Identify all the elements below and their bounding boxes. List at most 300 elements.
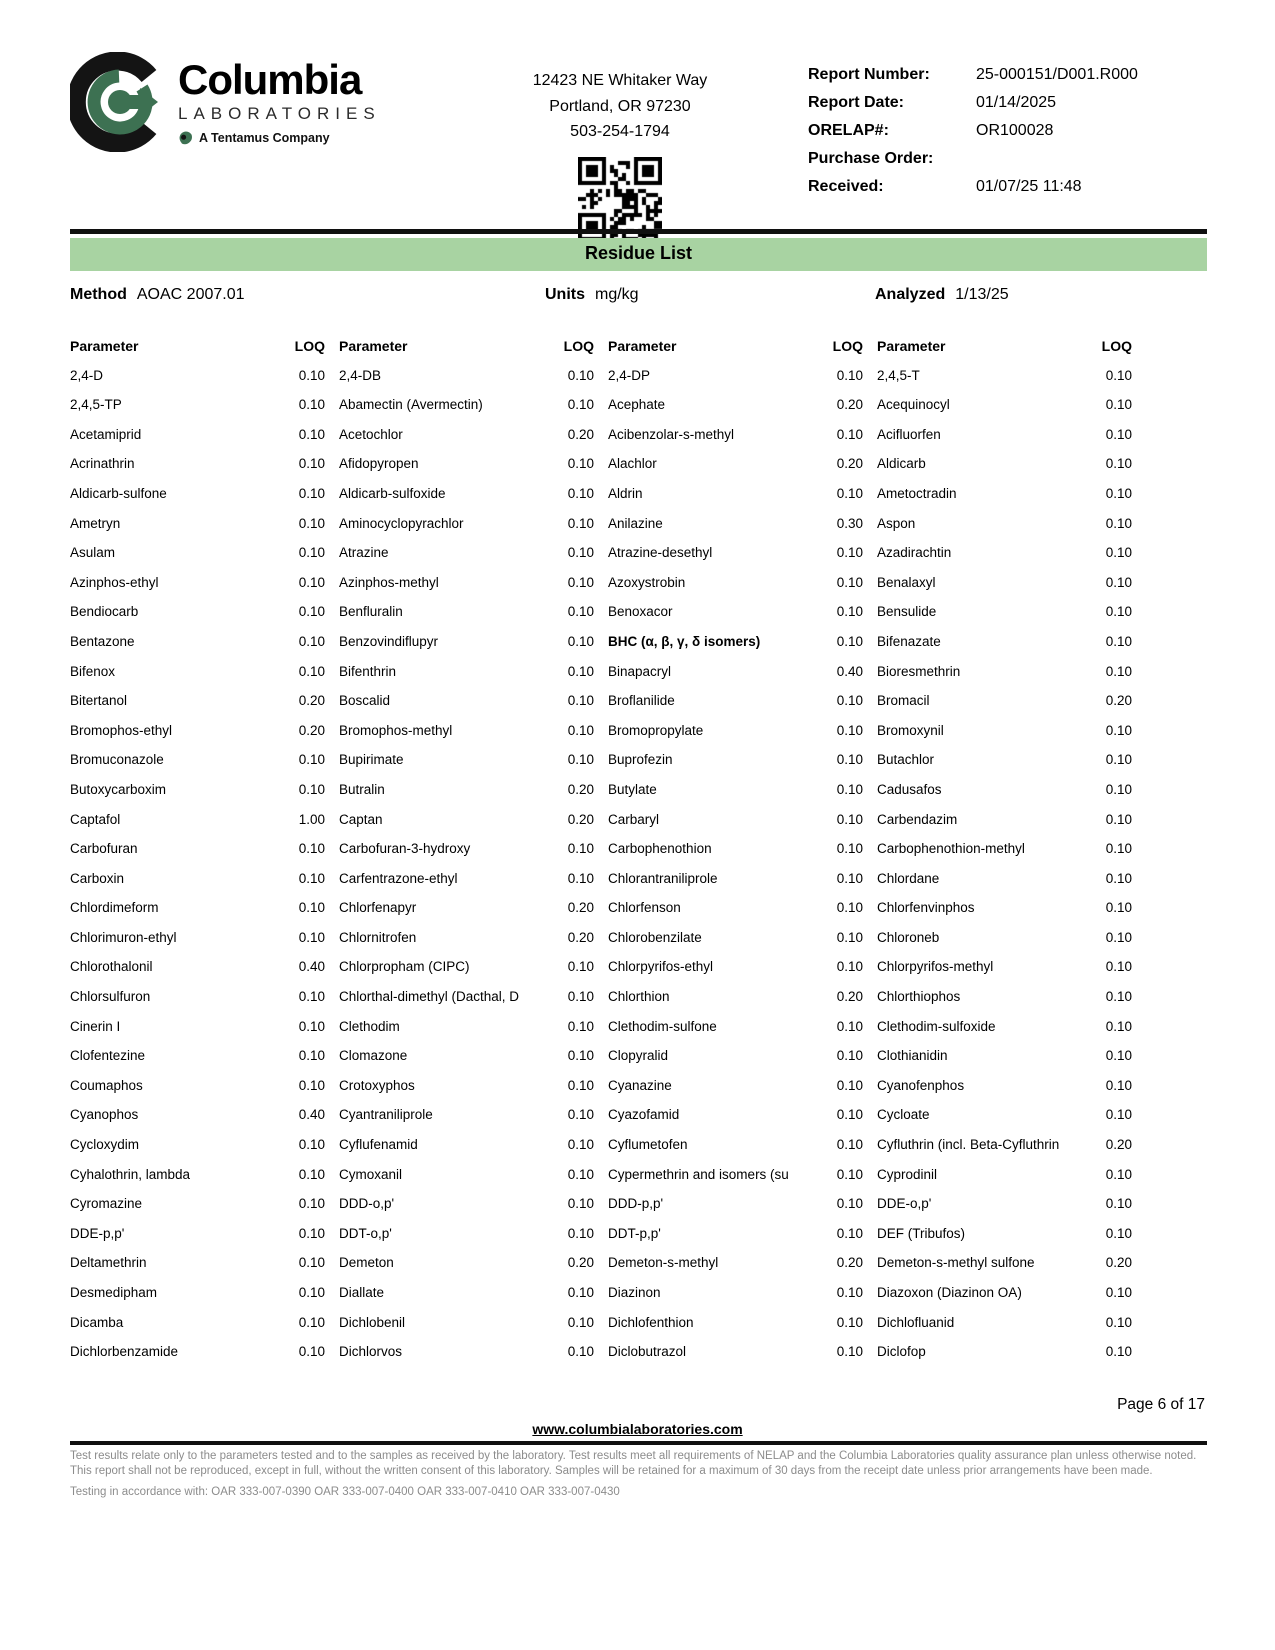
- units-field: [545, 286, 639, 304]
- table-column: [608, 338, 863, 1374]
- report-field-label: Report Number:: [808, 66, 930, 83]
- loq-cell: 0.10: [298, 752, 325, 768]
- parameter-cell: Bupirimate: [339, 752, 404, 768]
- parameter-cell: Chlorfenapyr: [339, 900, 417, 916]
- loq-cell: 0.20: [1105, 1255, 1132, 1271]
- parameter-cell: Bifenthrin: [339, 663, 397, 679]
- table-row: [608, 989, 863, 1019]
- parameter-cell: Cadusafos: [877, 781, 942, 797]
- table-row: [339, 664, 594, 694]
- table-row: [877, 664, 1132, 694]
- report-field: [808, 178, 1207, 196]
- table-row: [608, 1019, 863, 1049]
- table-row: [339, 545, 594, 575]
- table-row: [608, 516, 863, 546]
- table-row: [339, 723, 594, 753]
- loq-cell: 0.10: [836, 367, 863, 383]
- loq-cell: 0.10: [1105, 1077, 1132, 1093]
- loq-cell: 0.30: [836, 515, 863, 531]
- parameter-cell: Clomazone: [339, 1048, 408, 1064]
- param-header: Parameter: [608, 338, 677, 354]
- loq-cell: 0.10: [1105, 633, 1132, 649]
- loq-cell: 0.10: [1105, 1314, 1132, 1330]
- table-row: [877, 486, 1132, 516]
- table-row: [70, 693, 325, 723]
- parameter-cell: Cyprodinil: [877, 1166, 938, 1182]
- loq-cell: 0.10: [298, 1314, 325, 1330]
- analyzed-field: [875, 286, 1009, 304]
- loq-cell: 0.10: [298, 397, 325, 413]
- header: [70, 52, 1207, 241]
- loq-cell: 0.10: [836, 781, 863, 797]
- table-row: [877, 427, 1132, 457]
- table-row: [339, 871, 594, 901]
- parameter-cell: Bifenazate: [877, 633, 941, 649]
- loq-cell: 0.10: [567, 633, 594, 649]
- table-row: [877, 1285, 1132, 1315]
- report-field: [808, 94, 1207, 112]
- parameter-cell: Binapacryl: [608, 663, 672, 679]
- disclaimer-text: Test results relate only to the parameters tested and to the samples as received by the laboratory. Test results meet all requirements of NELAP and the Columbia Laboratories quality assurance plan unless otherwise noted. This report shall not be reproduced, except in full, without the written consent of this laboratory. Samples will be retained for a maximum of 30 days from the receipt date unless prior arrangements have been made.: [70, 1450, 1197, 1478]
- loq-cell: 0.10: [836, 633, 863, 649]
- table-row: [70, 1137, 325, 1167]
- parameter-cell: Bromuconazole: [70, 752, 164, 768]
- loq-cell: 0.20: [567, 900, 594, 916]
- parameter-cell: Aspon: [877, 515, 916, 531]
- table-row: [339, 634, 594, 664]
- loq-cell: 0.10: [298, 545, 325, 561]
- table-row: [877, 1255, 1132, 1285]
- table-row: [70, 427, 325, 457]
- loq-cell: 0.20: [1105, 693, 1132, 709]
- parameter-cell: Carbendazim: [877, 811, 958, 827]
- loq-cell: 0.40: [298, 959, 325, 975]
- table-row: [608, 812, 863, 842]
- report-field: [808, 122, 1207, 140]
- loq-cell: 0.10: [1105, 811, 1132, 827]
- loq-cell: 0.10: [1105, 515, 1132, 531]
- report-field: [808, 150, 1207, 168]
- loq-cell: 0.10: [1105, 870, 1132, 886]
- parameter-cell: Broflanilide: [608, 693, 675, 709]
- table-row: [608, 900, 863, 930]
- parameter-cell: Cinerin I: [70, 1018, 121, 1034]
- parameter-cell: Chlorthal-dimethyl (Dacthal, D: [339, 989, 520, 1005]
- parameter-cell: DDE-p,p': [70, 1225, 125, 1241]
- loq-cell: 0.10: [836, 1077, 863, 1093]
- loq-cell: 0.10: [298, 604, 325, 620]
- table-row: [339, 1344, 594, 1374]
- parameter-cell: Carbofuran-3-hydroxy: [339, 841, 471, 857]
- table-row: [608, 456, 863, 486]
- table-row: [608, 604, 863, 634]
- parameter-cell: Diallate: [339, 1285, 385, 1300]
- table-row: [608, 1167, 863, 1197]
- parameter-cell: Butoxycarboxim: [70, 781, 167, 797]
- loq-cell: 0.10: [1105, 1048, 1132, 1064]
- parameter-cell: Clethodim-sulfone: [608, 1018, 717, 1034]
- table-row: [608, 1344, 863, 1374]
- parameter-cell: Clethodim: [339, 1018, 400, 1034]
- report-info: [780, 52, 1207, 241]
- table-row: [877, 1048, 1132, 1078]
- table-row: [877, 1196, 1132, 1226]
- loq-cell: 0.10: [836, 959, 863, 975]
- parameter-cell: Anilazine: [608, 515, 663, 531]
- table-row: [70, 1226, 325, 1256]
- table-row: [877, 900, 1132, 930]
- table-row: [877, 1344, 1132, 1374]
- parameter-cell: Benzovindiflupyr: [339, 633, 439, 649]
- table-row: [339, 1167, 594, 1197]
- table-row: [339, 1226, 594, 1256]
- parameter-cell: Dichlofenthion: [608, 1314, 694, 1330]
- report-field-label: Purchase Order:: [808, 150, 934, 167]
- table-row: [70, 456, 325, 486]
- loq-cell: 0.20: [298, 722, 325, 738]
- parameter-cell: Bromoxynil: [877, 722, 944, 738]
- table-row: [70, 486, 325, 516]
- loq-cell: 0.10: [298, 781, 325, 797]
- parameter-cell: Afidopyropen: [339, 456, 419, 472]
- loq-cell: 0.10: [836, 929, 863, 945]
- loq-cell: 0.10: [567, 1137, 594, 1153]
- table-row: [339, 604, 594, 634]
- table-row: [608, 1226, 863, 1256]
- table-row: [339, 959, 594, 989]
- loq-cell: 0.10: [836, 604, 863, 620]
- loq-cell: 0.10: [298, 1225, 325, 1241]
- table-row: [877, 1019, 1132, 1049]
- table-row: [339, 812, 594, 842]
- table-row: [339, 1315, 594, 1345]
- table-column: [877, 338, 1132, 1374]
- parameter-cell: Diazinon: [608, 1285, 661, 1300]
- report-field-value: 25-000151/D001.R000: [976, 66, 1138, 83]
- loq-cell: 0.10: [298, 1196, 325, 1212]
- table-row: [877, 1226, 1132, 1256]
- parameter-cell: Carbophenothion: [608, 841, 712, 857]
- loq-cell: 0.10: [836, 1225, 863, 1241]
- parameter-cell: Aldicarb-sulfoxide: [339, 485, 446, 501]
- parameter-cell: 2,4-DP: [608, 367, 651, 383]
- loq-cell: 0.20: [836, 397, 863, 413]
- loq-cell: 0.10: [567, 574, 594, 590]
- parameter-cell: Carfentrazone-ethyl: [339, 870, 458, 886]
- loq-cell: 0.10: [298, 633, 325, 649]
- parameter-cell: Dicamba: [70, 1314, 124, 1330]
- units-value: mg/kg: [595, 286, 639, 303]
- parameter-cell: Alachlor: [608, 456, 657, 472]
- loq-cell: 0.10: [1105, 900, 1132, 916]
- parameter-cell: Bromophos-methyl: [339, 722, 453, 738]
- table-row: [70, 841, 325, 871]
- loq-cell: 0.10: [836, 1107, 863, 1123]
- header-rule: [70, 229, 1207, 234]
- table-row: [877, 1137, 1132, 1167]
- parameter-cell: Cypermethrin and isomers (su: [608, 1166, 789, 1182]
- parameter-cell: Bifenox: [70, 663, 116, 679]
- loq-cell: 0.10: [567, 693, 594, 709]
- parameter-cell: 2,4,5-TP: [70, 397, 122, 413]
- loq-cell: 0.10: [567, 989, 594, 1005]
- address-line-2: Portland, OR 97230: [549, 97, 691, 115]
- loq-cell: 0.20: [836, 989, 863, 1005]
- loq-cell: 0.20: [567, 929, 594, 945]
- table-row: [339, 427, 594, 457]
- parameter-cell: Bromopropylate: [608, 722, 704, 738]
- parameter-cell: Cyhalothrin, lambda: [70, 1166, 191, 1182]
- loq-cell: 0.10: [836, 693, 863, 709]
- loq-cell: 0.10: [567, 1166, 594, 1182]
- parameter-cell: Chlorthiophos: [877, 989, 961, 1005]
- parameter-cell: Benfluralin: [339, 604, 403, 620]
- parameter-cell: Butralin: [339, 781, 385, 797]
- loq-cell: 0.10: [1105, 752, 1132, 768]
- loq-cell: 0.10: [836, 1166, 863, 1182]
- table-row: [339, 516, 594, 546]
- parameter-cell: Cyantraniliprole: [339, 1107, 433, 1123]
- table-row: [877, 545, 1132, 575]
- loq-cell: 0.10: [1105, 426, 1132, 442]
- table-row: [608, 871, 863, 901]
- table-row: [70, 664, 325, 694]
- parameter-cell: Bendiocarb: [70, 604, 139, 620]
- parameter-cell: Captan: [339, 811, 383, 827]
- table-row: [339, 1255, 594, 1285]
- parameter-cell: Acetochlor: [339, 426, 403, 442]
- units-label: Units: [545, 286, 585, 303]
- loq-cell: 0.10: [298, 1137, 325, 1153]
- parameter-cell: Clopyralid: [608, 1048, 669, 1064]
- loq-cell: 0.10: [567, 722, 594, 738]
- table-row: [877, 871, 1132, 901]
- report-field-value: 01/07/25 11:48: [976, 178, 1082, 195]
- table-header-row: [877, 338, 1132, 368]
- website-link[interactable]: www.columbialaboratories.com: [532, 1421, 743, 1437]
- loq-cell: 0.10: [298, 1166, 325, 1182]
- table-row: [877, 782, 1132, 812]
- loq-cell: 0.10: [1105, 545, 1132, 561]
- loq-cell: 0.10: [836, 574, 863, 590]
- loq-cell: 0.20: [836, 456, 863, 472]
- table-row: [877, 989, 1132, 1019]
- loq-cell: 0.10: [1105, 1166, 1132, 1182]
- tagline-text: A Tentamus Company: [199, 130, 330, 145]
- parameter-cell: Boscalid: [339, 693, 391, 709]
- table-row: [877, 368, 1132, 398]
- loq-cell: 0.10: [298, 1018, 325, 1034]
- loq-cell: 0.10: [567, 456, 594, 472]
- loq-cell: 0.10: [1105, 485, 1132, 501]
- loq-cell: 0.10: [298, 1344, 325, 1360]
- loq-cell: 0.40: [836, 663, 863, 679]
- parameter-cell: Azinphos-ethyl: [70, 574, 159, 590]
- loq-header: LOQ: [294, 338, 325, 354]
- loq-cell: 0.10: [567, 515, 594, 531]
- loq-cell: 0.10: [1105, 367, 1132, 383]
- table-row: [608, 1315, 863, 1345]
- residue-table: [70, 338, 1132, 1374]
- table-row: [608, 1048, 863, 1078]
- table-row: [339, 782, 594, 812]
- parameter-cell: Chlorthion: [608, 989, 670, 1005]
- loq-cell: 0.10: [298, 456, 325, 472]
- loq-cell: 0.10: [567, 545, 594, 561]
- loq-cell: 0.10: [298, 900, 325, 916]
- report-field: [808, 66, 1207, 84]
- loq-cell: 0.10: [567, 752, 594, 768]
- parameter-cell: Chlorpyrifos-methyl: [877, 959, 994, 975]
- parameter-cell: 2,4-D: [70, 367, 104, 383]
- loq-cell: 0.10: [1105, 722, 1132, 738]
- table-row: [70, 1078, 325, 1108]
- loq-cell: 0.10: [567, 841, 594, 857]
- parameter-cell: Demeton-s-methyl sulfone: [877, 1255, 1035, 1271]
- loq-cell: 0.10: [567, 1048, 594, 1064]
- loq-cell: 0.10: [298, 485, 325, 501]
- loq-cell: 0.20: [298, 693, 325, 709]
- loq-cell: 0.10: [1105, 959, 1132, 975]
- loq-cell: 0.10: [836, 752, 863, 768]
- table-row: [608, 693, 863, 723]
- parameter-cell: Chlornitrofen: [339, 929, 417, 945]
- table-row: [70, 1285, 325, 1315]
- table-row: [608, 959, 863, 989]
- analyzed-label: Analyzed: [875, 286, 946, 303]
- table-row: [608, 486, 863, 516]
- loq-cell: 0.10: [1105, 781, 1132, 797]
- loq-header: LOQ: [563, 338, 594, 354]
- page-title: Residue List: [584, 243, 693, 263]
- parameter-cell: Diazoxon (Diazinon OA): [877, 1285, 1022, 1300]
- parameter-cell: Dichlobenil: [339, 1314, 406, 1330]
- loq-header: LOQ: [1101, 338, 1132, 354]
- page-number: Page 6 of 17: [1117, 1396, 1205, 1413]
- loq-cell: 0.10: [567, 1107, 594, 1123]
- loq-cell: 0.10: [567, 485, 594, 501]
- param-header: Parameter: [339, 338, 408, 354]
- loq-cell: 0.10: [567, 959, 594, 975]
- table-row: [70, 871, 325, 901]
- table-row: [608, 1285, 863, 1315]
- loq-cell: 0.10: [1105, 1196, 1132, 1212]
- parameter-cell: Chlorfenvinphos: [877, 900, 975, 916]
- parameter-cell: Acetamiprid: [70, 426, 142, 442]
- parameter-cell: Chlorothalonil: [70, 959, 153, 975]
- table-row: [877, 930, 1132, 960]
- table-row: [339, 693, 594, 723]
- table-row: [877, 1107, 1132, 1137]
- parameter-cell: Clethodim-sulfoxide: [877, 1018, 996, 1034]
- loq-cell: 0.10: [1105, 574, 1132, 590]
- parameter-cell: Butachlor: [877, 752, 935, 768]
- table-row: [339, 486, 594, 516]
- loq-cell: 0.20: [567, 811, 594, 827]
- loq-cell: 0.10: [836, 870, 863, 886]
- table-row: [877, 693, 1132, 723]
- table-row: [608, 752, 863, 782]
- table-row: [339, 1048, 594, 1078]
- loq-cell: 0.10: [298, 929, 325, 945]
- table-header-row: [70, 338, 325, 368]
- parameter-cell: Asulam: [70, 545, 116, 561]
- table-row: [877, 752, 1132, 782]
- table-row: [70, 634, 325, 664]
- loq-cell: 0.10: [298, 989, 325, 1005]
- table-row: [608, 427, 863, 457]
- loq-cell: 1.00: [298, 811, 325, 827]
- footer-rule: [70, 1441, 1207, 1445]
- table-row: [608, 723, 863, 753]
- loq-cell: 0.10: [567, 367, 594, 383]
- loq-cell: 0.10: [1105, 841, 1132, 857]
- parameter-cell: Cyromazine: [70, 1196, 143, 1212]
- loq-cell: 0.10: [567, 397, 594, 413]
- table-row: [339, 1196, 594, 1226]
- residue-list-banner: [70, 238, 1207, 271]
- table-row: [70, 1196, 325, 1226]
- table-row: [608, 1078, 863, 1108]
- table-row: [70, 397, 325, 427]
- loq-cell: 0.10: [836, 1314, 863, 1330]
- parameter-cell: Aldrin: [608, 485, 643, 501]
- loq-cell: 0.10: [836, 545, 863, 561]
- table-row: [608, 782, 863, 812]
- loq-cell: 0.10: [1105, 397, 1132, 413]
- table-row: [339, 1019, 594, 1049]
- parameter-cell: Cymoxanil: [339, 1166, 403, 1182]
- table-row: [70, 752, 325, 782]
- loq-cell: 0.10: [567, 1285, 594, 1300]
- parameter-cell: Coumaphos: [70, 1077, 143, 1093]
- table-row: [339, 397, 594, 427]
- parameter-cell: Deltamethrin: [70, 1255, 147, 1271]
- parameter-cell: Azinphos-methyl: [339, 574, 439, 590]
- leaf-icon: [178, 130, 194, 146]
- table-row: [877, 812, 1132, 842]
- loq-cell: 0.20: [836, 1255, 863, 1271]
- parameter-cell: Cyanofenphos: [877, 1077, 965, 1093]
- table-row: [339, 930, 594, 960]
- parameter-cell: DDT-o,p': [339, 1225, 392, 1241]
- loq-cell: 0.10: [298, 1077, 325, 1093]
- table-row: [608, 930, 863, 960]
- columbia-c-icon: [70, 52, 170, 152]
- loq-cell: 0.10: [567, 1225, 594, 1241]
- table-row: [877, 723, 1132, 753]
- brand-name: Columbia: [178, 55, 362, 103]
- parameter-cell: Demeton: [339, 1255, 394, 1271]
- parameter-cell: Cyflumetofen: [608, 1137, 688, 1153]
- loq-cell: 0.10: [567, 1077, 594, 1093]
- table-row: [877, 1315, 1132, 1345]
- parameter-cell: Aldicarb: [877, 456, 926, 472]
- table-row: [608, 575, 863, 605]
- parameter-cell: Dichlorbenzamide: [70, 1344, 179, 1360]
- table-row: [70, 1315, 325, 1345]
- parameter-cell: Acifluorfen: [877, 426, 941, 442]
- parameter-cell: Atrazine: [339, 545, 389, 561]
- parameter-cell: Demeton-s-methyl: [608, 1255, 719, 1271]
- parameter-cell: Acibenzolar-s-methyl: [608, 426, 735, 442]
- table-row: [608, 368, 863, 398]
- loq-cell: 0.10: [567, 870, 594, 886]
- parameter-cell: Bitertanol: [70, 693, 128, 709]
- loq-cell: 0.10: [567, 604, 594, 620]
- table-row: [608, 1196, 863, 1226]
- table-row: [877, 575, 1132, 605]
